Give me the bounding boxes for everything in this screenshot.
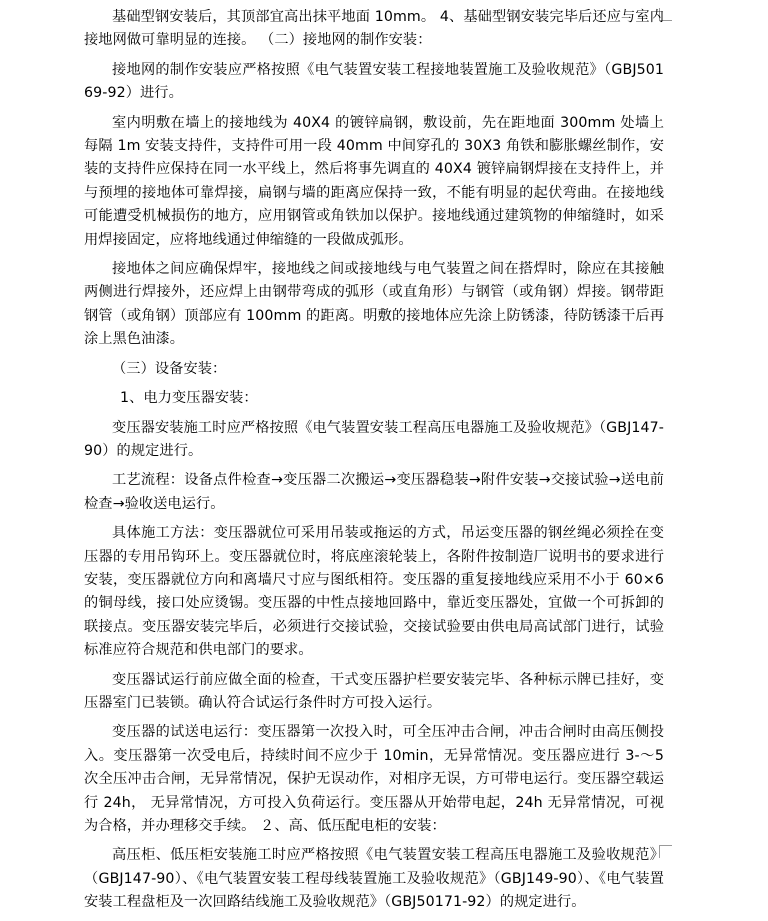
paragraph-switchgear-standard: 高压柜、低压柜安装施工时应严格按照《电气装置安装工程高压电器施工及验收规范》（GBJ147-90）、《电气装置安装工程母线装置施工及验收规范》（GBJ149-90）、《电气装置安装工程盘柜及一次回路结线施工及验收规范》（GBJ50171-92）的规定进行。 — [84, 847, 664, 911]
paragraph-trial-power-on: 变压器的试送电运行：变压器第一次投入时，可全压冲击合闸，冲击合闸时由高压侧投入。变压器第一次受电后，持续时间不应少于 10min，无异常情况。变压器应进行 3-～5 次全压冲击合闸，无异常情况，保护无误动作，对相序无误，方可带电运行。变压器空载运行 24h， 无异常情况，方可投入负荷运行。变压器从开始带电起，24h 无异常情况，可视为合格，并办理移交手续。 ２、高、低压配电柜的安装： — [84, 724, 664, 834]
paragraph-trial-run-check: 变压器试运行前应做全面的检查，干式变压器护栏要安装完毕、各种标示牌已挂好，变压器室门已装锁。确认符合试运行条件时方可投入运行。 — [84, 671, 664, 711]
document-page — [84, 6, 664, 921]
paragraph-construction-method: 具体施工方法：变压器就位可采用吊装或拖运的方式，吊运变压器的钢丝绳必须拴在变压器的专用吊钩环上。变压器就位时，将底座滚轮装上，各附件按制造厂说明书的要求进行安装，变压器就位方向和离墙尺寸应与图纸相符。变压器的重复接地线应采用不小于 60×6 的铜母线，接口处应烫锡。变压器的中性点接地回路中，靠近变压器处，宜做一个可拆卸的联接点。变压器安装完毕后，必须进行交接试验，交接试验要由供电局高试部门进行，试验标准应符合规范和供电部门的要求。 — [84, 525, 664, 659]
paragraph-grounding-base: 基础型钢安装后，其顶部宜高出抹平地面 10mm。 4、基础型钢安装完毕后还应与室内接地网做可靠明显的连接。 （二）接地网的制作安装： — [84, 9, 664, 49]
paragraph-grounding-standard: 接地网的制作安装应严格按照《电气装置安装工程接地装置施工及验收规范》（GBJ50169-92）进行。 — [84, 61, 664, 102]
page-corner-mark-bottom — [659, 845, 672, 858]
section-heading-equipment: （三）设备安装： — [112, 360, 227, 377]
paragraph-process-flow: 工艺流程：设备点件检查→变压器二次搬运→变压器稳装→附件安装→交接试验→送电前检查→验收送电运行。 — [84, 472, 664, 512]
section-heading-transformer: 1、电力变压器安装： — [120, 390, 258, 407]
paragraph-grounding-welding: 接地体之间应确保焊牢，接地线之间或接地线与电气装置之间在搭焊时，除应在其接触两侧进行焊接外，还应焊上由钢带弯成的弧形（或直角形）与钢管（或角钢）焊接。钢带距钢管（或角钢）顶部应有 100mm 的距离。明敷的接地体应先涂上防锈漆，待防锈漆干后再涂上黑色油漆。 — [84, 261, 664, 348]
paragraph-transformer-standard: 变压器安装施工时应严格按照《电气装置安装工程高压电器施工及验收规范》（GBJ147-90）的规定进行。 — [84, 419, 664, 459]
paragraph-grounding-wire: 室内明敷在墙上的接地线为 40X4 的镀锌扁钢，敷设前，先在距地面 300mm 处墙上每隔 1m 安装支持件，支持件可用一段 40mm 中间穿孔的 30X3 角铁和膨胀螺丝制作，安装的支持件应保持在同一水平线上，然后将事先调直的 40X4 镀锌扁钢焊接在支持件上，并与预埋的接地体可靠焊接，扁钢与墙的距离应保持一致，不能有明显的起伏弯曲。在接地线可能遭受机械损伤的地方，应用钢管或角铁加以保护。接地线通过建筑物的伸缩缝时，如采用焊接固定，应将地线通过伸缩缝的一段做成弧形。 — [84, 114, 664, 248]
